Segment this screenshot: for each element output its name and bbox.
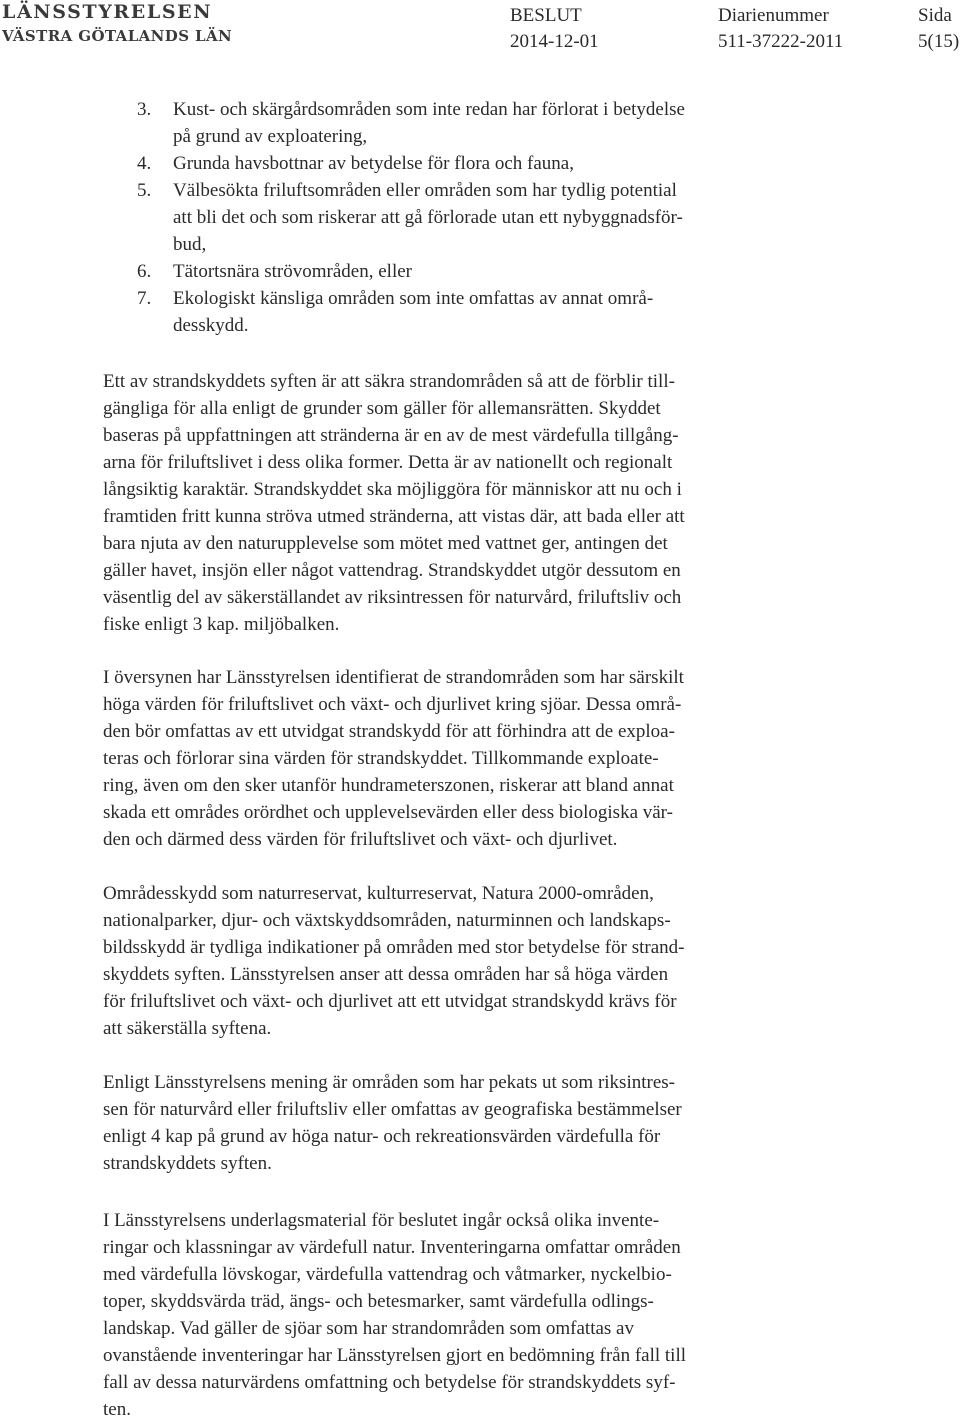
list-item [137, 177, 837, 258]
list-line: bud, [173, 234, 207, 255]
text-line: framtiden fritt kunna ströva utmed stränderna, att vistas där, att bada eller att [103, 506, 685, 527]
text-line: fall av dessa naturvärdens omfattning och betydelse för strandskyddets syf- [103, 1372, 676, 1393]
text-line: för friluftslivet och växt- och djurlivet att ett utvidgat strandskydd krävs för [103, 991, 677, 1012]
text-line: den bör omfattas av ett utvidgat strandskydd för att förhindra att de exploa- [103, 721, 675, 742]
authority-county: VÄSTRA GÖTALANDS LÄN [2, 27, 233, 45]
list-line: Välbesökta friluftsområden eller områden som har tydlig potential [173, 180, 677, 201]
list-number: 5. [137, 180, 152, 201]
registration-label: Diarienummer [718, 5, 829, 26]
list-item [137, 96, 837, 150]
text-line: Ett av strandskyddets syften är att säkra strandområden så att de förblir till- [103, 371, 675, 392]
registration-number: 511-37222-2011 [718, 31, 844, 52]
text-line: baseras på uppfattningen att stränderna är en av de mest värdefulla tillgång- [103, 425, 679, 446]
text-line: enligt 4 kap på grund av höga natur- och rekreationsvärden värdefulla för [103, 1126, 661, 1147]
text-line: Enligt Länsstyrelsens mening är områden som har pekats ut som riksintres- [103, 1072, 675, 1093]
text-line: ring, även om den sker utanför hundrameterszonen, riskerar att bland annat [103, 775, 674, 796]
text-line: fiske enligt 3 kap. miljöbalken. [103, 614, 340, 635]
text-line: skyddets syften. Länsstyrelsen anser att dessa områden har så höga värden [103, 964, 669, 985]
paragraph-strandskydd-purpose [103, 368, 843, 638]
paragraph-riksintressen [103, 1069, 843, 1177]
text-line: landskap. Vad gäller de sjöar som har strandområden som omfattas av [103, 1318, 634, 1339]
text-line: Områdesskydd som naturreservat, kulturreservat, Natura 2000-områden, [103, 883, 654, 904]
text-line: långsiktig karaktär. Strandskyddet ska möjliggöra för människor att nu och i [103, 479, 682, 500]
text-line: teras och förlorar sina värden för strandskyddet. Tillkommande exploate- [103, 748, 659, 769]
text-line: bildsskydd är tydliga indikationer på områden med stor betydelse för strand- [103, 937, 685, 958]
list-item [137, 258, 837, 285]
text-line: nationalparker, djur- och växtskyddsområden, naturminnen och landskaps- [103, 910, 671, 931]
text-line: bara njuta av den naturupplevelse som mötet med vattnet ger, antingen det [103, 533, 668, 554]
list-number: 3. [137, 99, 152, 120]
list-item [137, 150, 837, 177]
text-line: ten. [103, 1399, 131, 1420]
text-line: med värdefulla lövskogar, värdefulla vattendrag och våtmarker, nyckelbio- [103, 1264, 672, 1285]
list-line: desskydd. [173, 315, 249, 336]
list-line: Grunda havsbottnar av betydelse för flora och fauna, [173, 153, 574, 174]
text-line: strandskyddets syften. [103, 1153, 272, 1174]
text-line: I översynen har Länsstyrelsen identifierat de strandområden som har särskilt [103, 667, 684, 688]
text-line: ovanstående inventeringar har Länsstyrelsen gjort en bedömning från fall till [103, 1345, 687, 1366]
decision-block [510, 3, 599, 55]
list-line: Ekologiskt känsliga områden som inte omfattas av annat områ- [173, 288, 654, 309]
text-line: ringar och klassningar av värdefull natur. Inventeringarna omfattar områden [103, 1237, 681, 1258]
registration-block [718, 3, 843, 55]
text-line: gängliga för alla enligt de grunder som gäller för allemansrätten. Skyddet [103, 398, 661, 419]
text-line: att säkerställa syftena. [103, 1018, 272, 1039]
text-line: höga värden för friluftslivet och växt- och djurlivet kring sjöar. Dessa områ- [103, 694, 682, 715]
list-line: Kust- och skärgårdsområden som inte redan har förlorat i betydelse [173, 99, 685, 120]
list-line: att bli det och som riskerar att gå förlorade utan ett nybyggnadsför- [173, 207, 683, 228]
list-line: Tätortsnära strövområden, eller [173, 261, 412, 282]
text-line: väsentlig del av säkerställandet av riksintressen för naturvård, friluftsliv och [103, 587, 682, 608]
text-line: den och därmed dess värden för friluftslivet och växt- och djurlivet. [103, 829, 618, 850]
list-number: 4. [137, 153, 152, 174]
page-number-block [918, 3, 959, 55]
page-label: Sida [918, 5, 952, 26]
list-number: 6. [137, 261, 152, 282]
page-number: 5(15) [918, 31, 960, 52]
text-line: gäller havet, insjön eller något vattendrag. Strandskyddet utgör dessutom en [103, 560, 681, 581]
page-header [0, 0, 960, 52]
authority-logo [2, 3, 232, 44]
document-type: BESLUT [510, 5, 582, 26]
document-date: 2014-12-01 [510, 31, 599, 52]
text-line: skada ett områdes orördhet och upplevelsevärden eller dess biologiska vär- [103, 802, 673, 823]
list-item [137, 285, 837, 339]
text-line: sen för naturvård eller friluftsliv eller omfattas av geografiska bestämmelser [103, 1099, 682, 1120]
authority-name: LÄNSSTYRELSEN [2, 1, 213, 23]
list-line: på grund av exploatering, [173, 126, 368, 147]
paragraph-inventeringar [103, 1207, 843, 1423]
paragraph-oversyn [103, 664, 843, 853]
list-number: 7. [137, 288, 152, 309]
text-line: I Länsstyrelsens underlagsmaterial för beslutet ingår också olika invente- [103, 1210, 660, 1231]
text-line: toper, skyddsvärda träd, ängs- och betesmarker, samt värdefulla odlings- [103, 1291, 654, 1312]
text-line: arna för friluftslivet i dess olika former. Detta är av nationellt och regionalt [103, 452, 673, 473]
criteria-list [137, 96, 837, 339]
paragraph-omradesskydd [103, 880, 843, 1042]
